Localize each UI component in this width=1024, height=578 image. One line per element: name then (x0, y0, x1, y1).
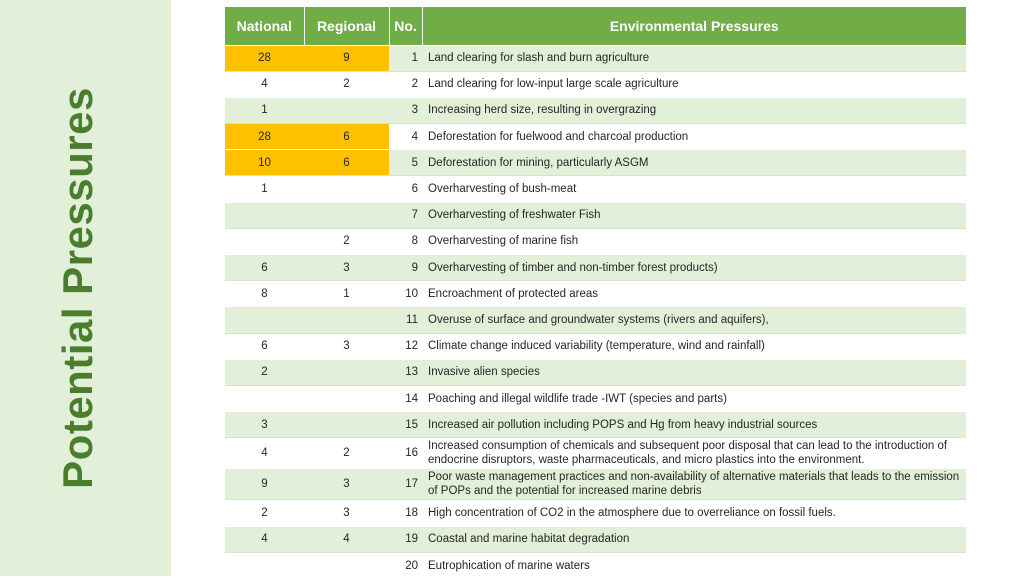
national-count: 3 (225, 412, 304, 438)
regional-count (304, 307, 389, 333)
table-row (225, 176, 966, 202)
table-row (225, 45, 966, 71)
table-row (225, 552, 966, 578)
national-count: 4 (225, 438, 304, 469)
national-count (225, 552, 304, 578)
regional-count: 2 (304, 71, 389, 97)
title-panel (0, 0, 171, 576)
national-count: 4 (225, 526, 304, 552)
table-row (225, 359, 966, 385)
regional-count (304, 385, 389, 411)
table-row (225, 281, 966, 307)
pressure-description: Eutrophication of marine waters (422, 552, 966, 578)
pressure-number: 4 (389, 124, 422, 150)
pressure-description: Deforestation for mining, particularly ASGM (422, 150, 966, 176)
national-count: 6 (225, 255, 304, 281)
table-row (225, 307, 966, 333)
table-row (225, 71, 966, 97)
table-row (225, 526, 966, 552)
table-row (225, 202, 966, 228)
regional-count: 4 (304, 526, 389, 552)
pressure-description: Poor waste management practices and non-availability of alternative materials that leads to the emission of POPs and the potential for increased marine debris (422, 469, 966, 500)
national-count: 9 (225, 469, 304, 500)
pressure-number: 14 (389, 385, 422, 411)
pressure-description: Overharvesting of bush-meat (422, 176, 966, 202)
pressure-description: Increased consumption of chemicals and subsequent poor disposal that can lead to the introduction of endocrine disruptors, waste pharmaceuticals, and micro plastics into the environment. (422, 438, 966, 469)
pressure-number: 20 (389, 552, 422, 578)
pressure-number: 3 (389, 97, 422, 123)
header-regional: Regional (304, 7, 389, 45)
header-national: National (225, 7, 304, 45)
regional-count: 9 (304, 45, 389, 71)
regional-count: 2 (304, 228, 389, 254)
national-count: 10 (225, 150, 304, 176)
pressure-number: 15 (389, 412, 422, 438)
pressure-description: Encroachment of protected areas (422, 281, 966, 307)
pressure-description: Increased air pollution including POPS and Hg from heavy industrial sources (422, 412, 966, 438)
table-row (225, 150, 966, 176)
pressure-number: 11 (389, 307, 422, 333)
pressure-description: Coastal and marine habitat degradation (422, 526, 966, 552)
national-count: 1 (225, 97, 304, 123)
regional-count (304, 202, 389, 228)
regional-count (304, 552, 389, 578)
table-row (225, 500, 966, 526)
table-row (225, 469, 966, 500)
pressure-number: 7 (389, 202, 422, 228)
pressure-number: 9 (389, 255, 422, 281)
national-count: 28 (225, 45, 304, 71)
pressure-number: 17 (389, 469, 422, 500)
pressure-number: 16 (389, 438, 422, 469)
regional-count: 1 (304, 281, 389, 307)
pressure-description: Invasive alien species (422, 359, 966, 385)
national-count (225, 385, 304, 411)
national-count: 2 (225, 500, 304, 526)
regional-count (304, 97, 389, 123)
table-row (225, 228, 966, 254)
pressure-description: Overuse of surface and groundwater systems (rivers and aquifers), (422, 307, 966, 333)
table-row (225, 97, 966, 123)
table-row (225, 438, 966, 469)
pressure-description: Increasing herd size, resulting in overgrazing (422, 97, 966, 123)
regional-count: 6 (304, 150, 389, 176)
table-row (225, 333, 966, 359)
pressure-number: 10 (389, 281, 422, 307)
header-no: No. (389, 7, 422, 45)
national-count (225, 228, 304, 254)
table-row (225, 412, 966, 438)
pressure-number: 5 (389, 150, 422, 176)
page-title: Potential Pressures (54, 87, 101, 489)
regional-count (304, 359, 389, 385)
header-row (225, 7, 966, 45)
national-count: 28 (225, 124, 304, 150)
pressure-number: 13 (389, 359, 422, 385)
national-count: 8 (225, 281, 304, 307)
pressure-description: High concentration of CO2 in the atmosphere due to overreliance on fossil fuels. (422, 500, 966, 526)
pressure-description: Land clearing for slash and burn agriculture (422, 45, 966, 71)
pressure-number: 2 (389, 71, 422, 97)
regional-count: 6 (304, 124, 389, 150)
pressure-number: 6 (389, 176, 422, 202)
regional-count (304, 176, 389, 202)
pressure-description: Overharvesting of marine fish (422, 228, 966, 254)
regional-count: 3 (304, 333, 389, 359)
pressure-number: 18 (389, 500, 422, 526)
regional-count (304, 412, 389, 438)
table-row (225, 385, 966, 411)
header-pressure: Environmental Pressures (422, 7, 966, 45)
pressure-description: Climate change induced variability (temperature, wind and rainfall) (422, 333, 966, 359)
pressure-description: Overharvesting of freshwater Fish (422, 202, 966, 228)
pressure-number: 19 (389, 526, 422, 552)
national-count: 2 (225, 359, 304, 385)
pressure-description: Overharvesting of timber and non-timber forest products) (422, 255, 966, 281)
table-row (225, 255, 966, 281)
pressures-table (225, 7, 966, 578)
pressure-description: Land clearing for low-input large scale agriculture (422, 71, 966, 97)
national-count (225, 307, 304, 333)
regional-count: 3 (304, 500, 389, 526)
pressure-description: Poaching and illegal wildlife trade -IWT (species and parts) (422, 385, 966, 411)
national-count: 4 (225, 71, 304, 97)
pressure-number: 8 (389, 228, 422, 254)
pressure-description: Deforestation for fuelwood and charcoal production (422, 124, 966, 150)
table-row (225, 124, 966, 150)
national-count (225, 202, 304, 228)
pressure-number: 12 (389, 333, 422, 359)
regional-count: 3 (304, 469, 389, 500)
regional-count: 2 (304, 438, 389, 469)
regional-count: 3 (304, 255, 389, 281)
national-count: 1 (225, 176, 304, 202)
pressure-number: 1 (389, 45, 422, 71)
national-count: 6 (225, 333, 304, 359)
